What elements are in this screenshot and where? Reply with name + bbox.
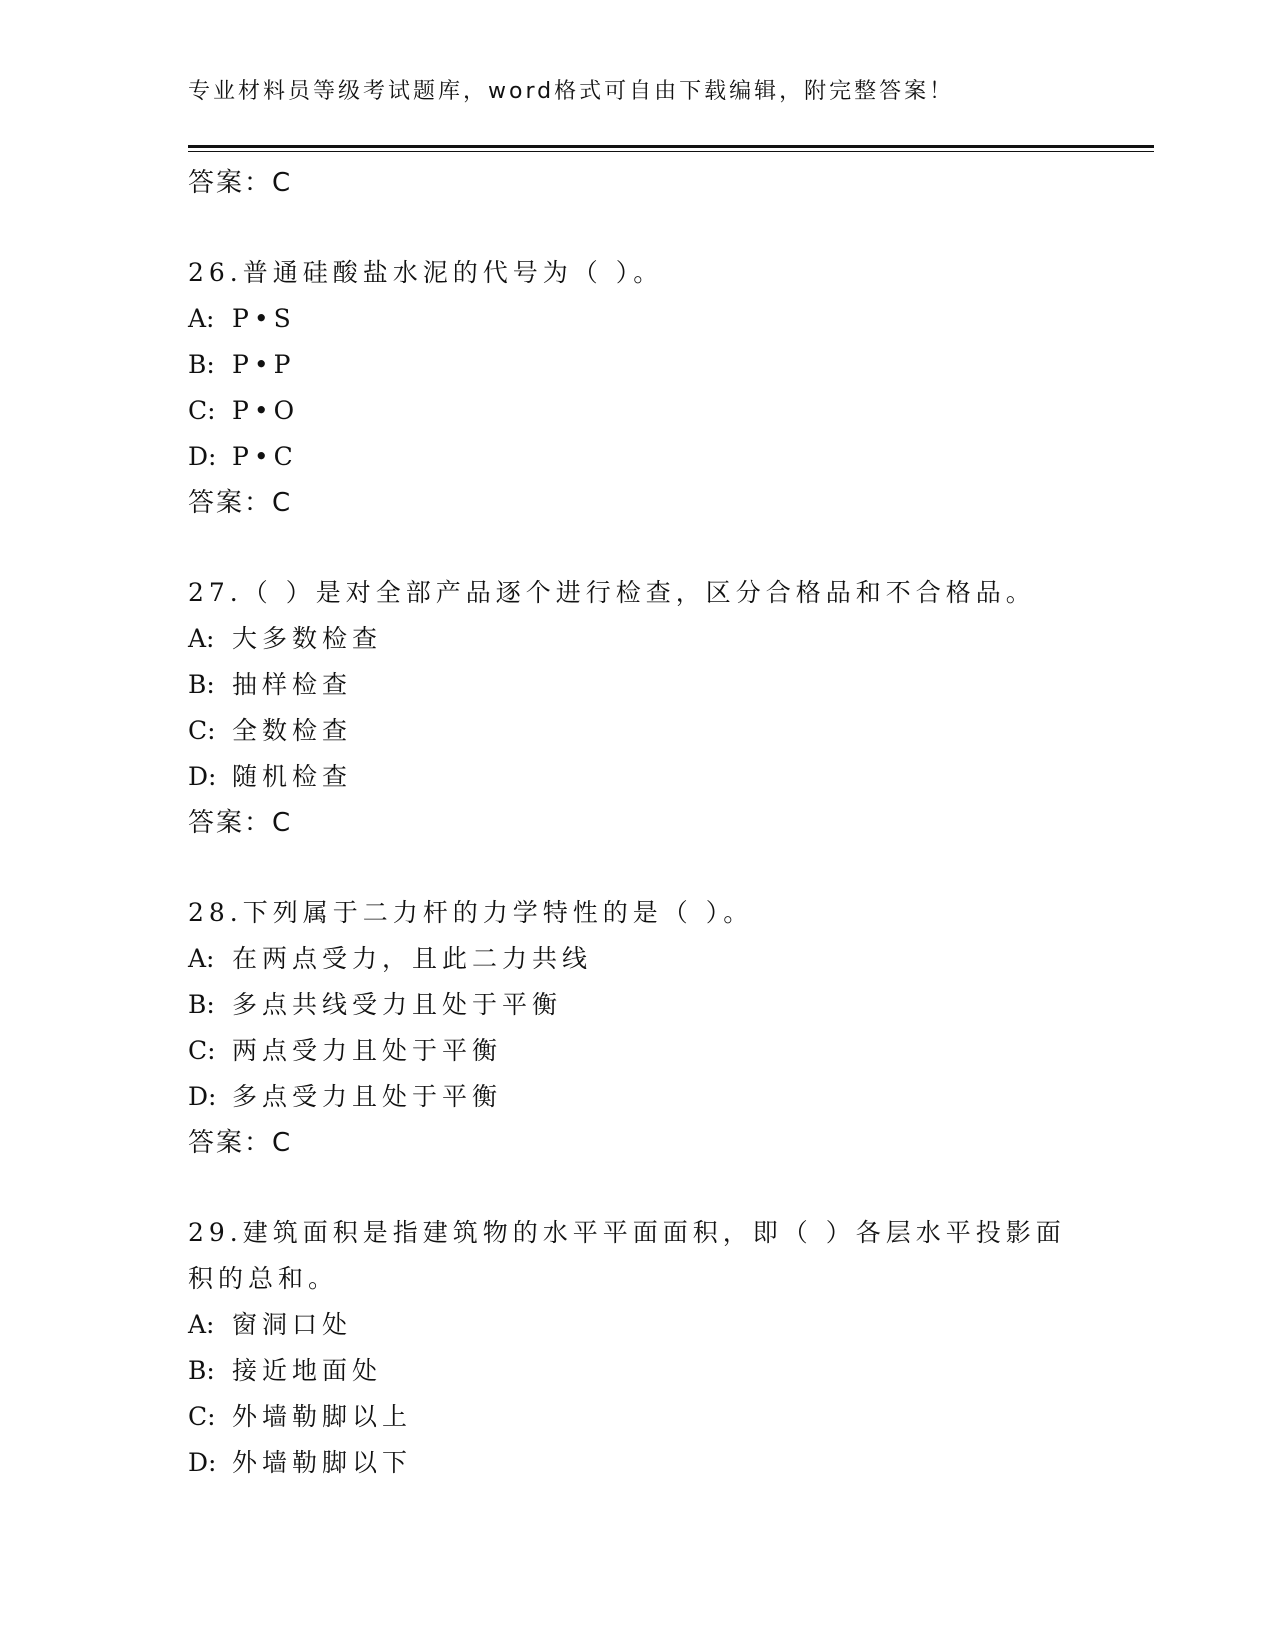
option-d (188, 1440, 1088, 1486)
option-c (188, 708, 1088, 754)
option-c (188, 388, 1088, 434)
option-d (188, 754, 1088, 800)
option-d (188, 434, 1088, 480)
header-rule-thick (188, 145, 1154, 148)
option-letter: D: (188, 442, 217, 471)
option-text: 外墙勒脚以上 (232, 1402, 413, 1431)
option-letter: C: (188, 1036, 216, 1065)
option-b (188, 662, 1088, 708)
option-a (188, 296, 1088, 342)
option-letter: A: (188, 944, 215, 973)
option-letter: C: (188, 716, 216, 745)
question-28 (188, 890, 1088, 1166)
answer-line: 答案：C (188, 1128, 293, 1158)
option-letter: C: (188, 1402, 216, 1431)
option-letter: A: (188, 1310, 215, 1339)
question-stem: 27.（ ）是对全部产品逐个进行检查，区分合格品和不合格品。 (188, 578, 1036, 607)
option-letter: C: (188, 396, 216, 425)
option-text: P•P (232, 350, 296, 379)
option-text: 多点受力且处于平衡 (232, 1082, 503, 1111)
option-text: P•C (232, 442, 298, 471)
option-letter: A: (188, 624, 215, 653)
option-a (188, 1302, 1088, 1348)
header-note: 专业材料员等级考试题库，word格式可自由下载编辑，附完整答案！ (188, 79, 955, 104)
header-rule-thin (188, 151, 1154, 152)
option-text: P•O (232, 396, 300, 425)
option-text: 全数检查 (232, 716, 353, 745)
spacer (188, 1166, 1088, 1210)
option-text: 在两点受力，且此二力共线 (232, 944, 593, 973)
option-letter: B: (188, 350, 215, 379)
option-a (188, 936, 1088, 982)
option-text: 窗洞口处 (232, 1310, 353, 1339)
option-letter: D: (188, 1082, 217, 1111)
option-letter: D: (188, 1448, 217, 1477)
previous-answer: 答案：C (188, 168, 293, 198)
option-b (188, 1348, 1088, 1394)
option-c (188, 1028, 1088, 1074)
option-letter: B: (188, 990, 215, 1019)
question-stem: 29.建筑面积是指建筑物的水平平面面积，即（ ）各层水平投影面积的总和。 (188, 1218, 1066, 1293)
question-29 (188, 1210, 1088, 1486)
option-c (188, 1394, 1088, 1440)
question-27 (188, 570, 1088, 846)
question-26 (188, 250, 1088, 526)
option-d (188, 1074, 1088, 1120)
spacer (188, 846, 1088, 890)
option-letter: D: (188, 762, 217, 791)
option-b (188, 982, 1088, 1028)
option-text: 大多数检查 (232, 624, 383, 653)
option-letter: B: (188, 670, 215, 699)
option-text: P•S (232, 304, 296, 333)
option-text: 随机检查 (232, 762, 353, 791)
option-b (188, 342, 1088, 388)
spacer (188, 526, 1088, 570)
answer-line: 答案：C (188, 808, 293, 838)
question-list (188, 160, 1088, 1486)
answer-line: 答案：C (188, 488, 293, 518)
option-text: 两点受力且处于平衡 (232, 1036, 503, 1065)
question-stem: 28.下列属于二力杆的力学特性的是（ ）。 (188, 898, 754, 927)
question-stem: 26.普通硅酸盐水泥的代号为（ ）。 (188, 258, 664, 287)
option-letter: A: (188, 304, 215, 333)
option-text: 多点共线受力且处于平衡 (232, 990, 563, 1019)
option-a (188, 616, 1088, 662)
option-letter: B: (188, 1356, 215, 1385)
option-text: 接近地面处 (232, 1356, 383, 1385)
option-text: 抽样检查 (232, 670, 353, 699)
spacer (188, 206, 1088, 250)
option-text: 外墙勒脚以下 (232, 1448, 413, 1477)
